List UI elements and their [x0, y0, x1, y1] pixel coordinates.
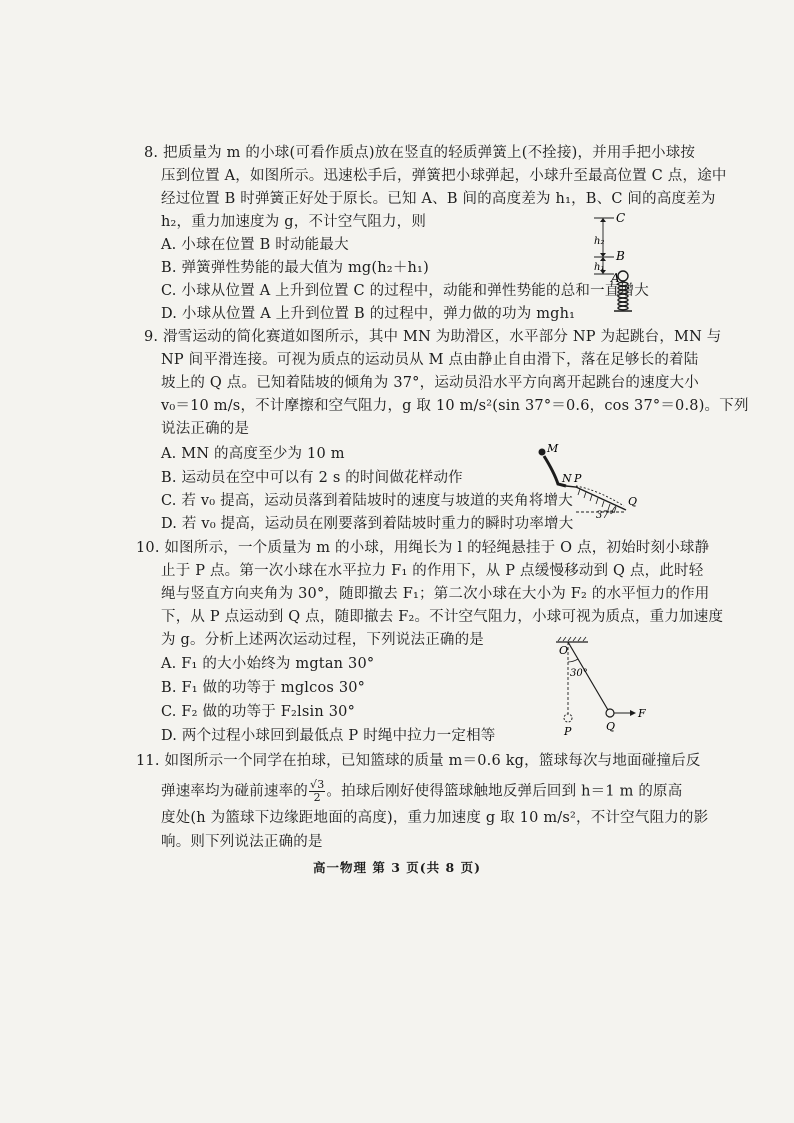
q10-option-b: B. F₁ 做的功等于 mglcos 30°: [161, 680, 366, 696]
q10-label-angle: 30°: [570, 668, 588, 679]
q11-fraction-denominator: 2: [313, 791, 321, 804]
q9-ski-track-figure: [536, 440, 640, 520]
q10-line-3: 绳与竖直方向夹角为 30°，随即撤去 F₁；第二次小球在大小为 F₂ 的水平恒力的作用: [161, 586, 710, 602]
q9-label-q: Q: [628, 495, 638, 508]
q9-option-a: A. MN 的高度至少为 10 m: [161, 446, 345, 462]
q8-label-h2: h₂: [594, 236, 605, 247]
q9-line-2: NP 间平滑连接。可视为质点的运动员从 M 点由静止自由滑下，落在足够长的着陆: [161, 352, 699, 368]
q11-line-2-end: 。拍球后刚好使得篮球触地反弹后回到 h＝1 m 的原高: [326, 783, 683, 800]
q10-option-d: D. 两个过程小球回到最低点 P 时绳中拉力一定相等: [161, 728, 496, 744]
q9-line-3: 坡上的 Q 点。已知着陆坡的倾角为 37°，运动员沿水平方向离开起跳台的速度大小: [161, 375, 699, 391]
q10-label-p: P: [564, 725, 572, 738]
q9-label-n: N: [562, 472, 572, 485]
q11-line-1: 11. 如图所示一个同学在拍球，已知篮球的质量 m＝0.6 kg，篮球每次与地面碰撞后反: [136, 753, 701, 769]
q10-label-q: Q: [606, 720, 616, 733]
q10-pendulum-figure: [552, 632, 652, 740]
q9-label-p: P: [574, 472, 582, 485]
q8-spring-figure: [580, 210, 640, 318]
q11-line-2: [161, 779, 682, 804]
q10-label-f: F: [638, 707, 646, 720]
q9-label-angle: 37°: [596, 510, 614, 521]
q11-fraction-numerator: √3: [310, 778, 325, 791]
q8-label-h1: h₁: [594, 262, 605, 273]
q10-ball-p: [564, 714, 572, 722]
q8-option-c: C. 小球从位置 A 上升到位置 C 的过程中，动能和弹性势能的总和一直增大: [161, 283, 649, 299]
q10-label-o: O: [559, 644, 569, 657]
q9-label-m: M: [547, 442, 559, 455]
q9-line-1: 9. 滑雪运动的简化赛道如图所示，其中 MN 为助滑区，水平部分 NP 为起跳台，MN 与: [144, 329, 722, 345]
q11-line-3: 度处(h 为篮球下边缘距地面的高度)，重力加速度 g 取 10 m/s²，不计空气阻力的影: [161, 810, 709, 826]
page-footer: 高一物理 第 3 页(共 8 页): [313, 860, 481, 875]
q8-line-4: h₂，重力加速度为 g，不计空气阻力，则: [161, 214, 427, 230]
q9-option-c: C. 若 v₀ 提高，运动员落到着陆坡时的速度与坡道的夹角将增大: [161, 493, 573, 509]
q9-option-d: D. 若 v₀ 提高，运动员在刚要落到着陆坡时重力的瞬时功率增大: [161, 516, 574, 532]
q8-option-d: D. 小球从位置 A 上升到位置 B 的过程中，弹力做的功为 mgh₁: [161, 306, 576, 322]
q8-line-2: 压到位置 A，如图所示。迅速松手后，弹簧把小球弹起，小球升至最高位置 C 点，途中: [161, 168, 727, 184]
q9-line-5: 说法正确的是: [161, 421, 250, 437]
q10-line-5: 为 g。分析上述两次运动过程，下列说法正确的是: [161, 632, 484, 648]
q8-label-b: B: [616, 249, 625, 263]
q10-line-1: 10. 如图所示，一个质量为 m 的小球，用绳长为 l 的轻绳悬挂于 O 点，初始时刻小球静: [136, 540, 710, 556]
q8-line-3: 经过位置 B 时弹簧正好处于原长。已知 A、B 间的高度差为 h₁，B、C 间的高度差为: [161, 191, 716, 207]
q10-line-2: 止于 P 点。第一次小球在水平拉力 F₁ 的作用下，从 P 点缓慢移动到 Q 点，此时轻: [161, 563, 704, 579]
q8-option-b: B. 弹簧弹性势能的最大值为 mg(h₂＋h₁): [161, 260, 429, 276]
q11-line-2-start: 弹速率均为碰前速率的: [161, 783, 308, 800]
q11-fraction: [309, 779, 325, 804]
q9-option-b: B. 运动员在空中可以有 2 s 的时间做花样动作: [161, 470, 463, 486]
q11-line-4: 响。则下列说法正确的是: [161, 834, 323, 850]
q10-ball-q: [606, 709, 614, 717]
q8-line-1: 8. 把质量为 m 的小球(可看作质点)放在竖直的轻质弹簧上(不拴接)，并用手把小球按: [144, 145, 696, 161]
q8-label-c: C: [616, 211, 626, 225]
q10-option-a: A. F₁ 的大小始终为 mgtan 30°: [161, 656, 375, 672]
q8-option-a: A. 小球在位置 B 时动能最大: [161, 237, 349, 253]
q9-line-4: v₀＝10 m/s，不计摩擦和空气阻力，g 取 10 m/s²(sin 37°＝0.6，cos 37°＝0.8)。下列: [161, 398, 749, 414]
q10-line-4: 下，从 P 点运动到 Q 点，随即撤去 F₂。不计空气阻力，小球可视为质点，重力加速度: [161, 609, 724, 625]
q9-skier: [539, 449, 546, 456]
q8-label-a: A: [611, 271, 620, 285]
q10-option-c: C. F₂ 做的功等于 F₂lsin 30°: [161, 704, 356, 720]
q8-spring-coil: [618, 282, 628, 310]
